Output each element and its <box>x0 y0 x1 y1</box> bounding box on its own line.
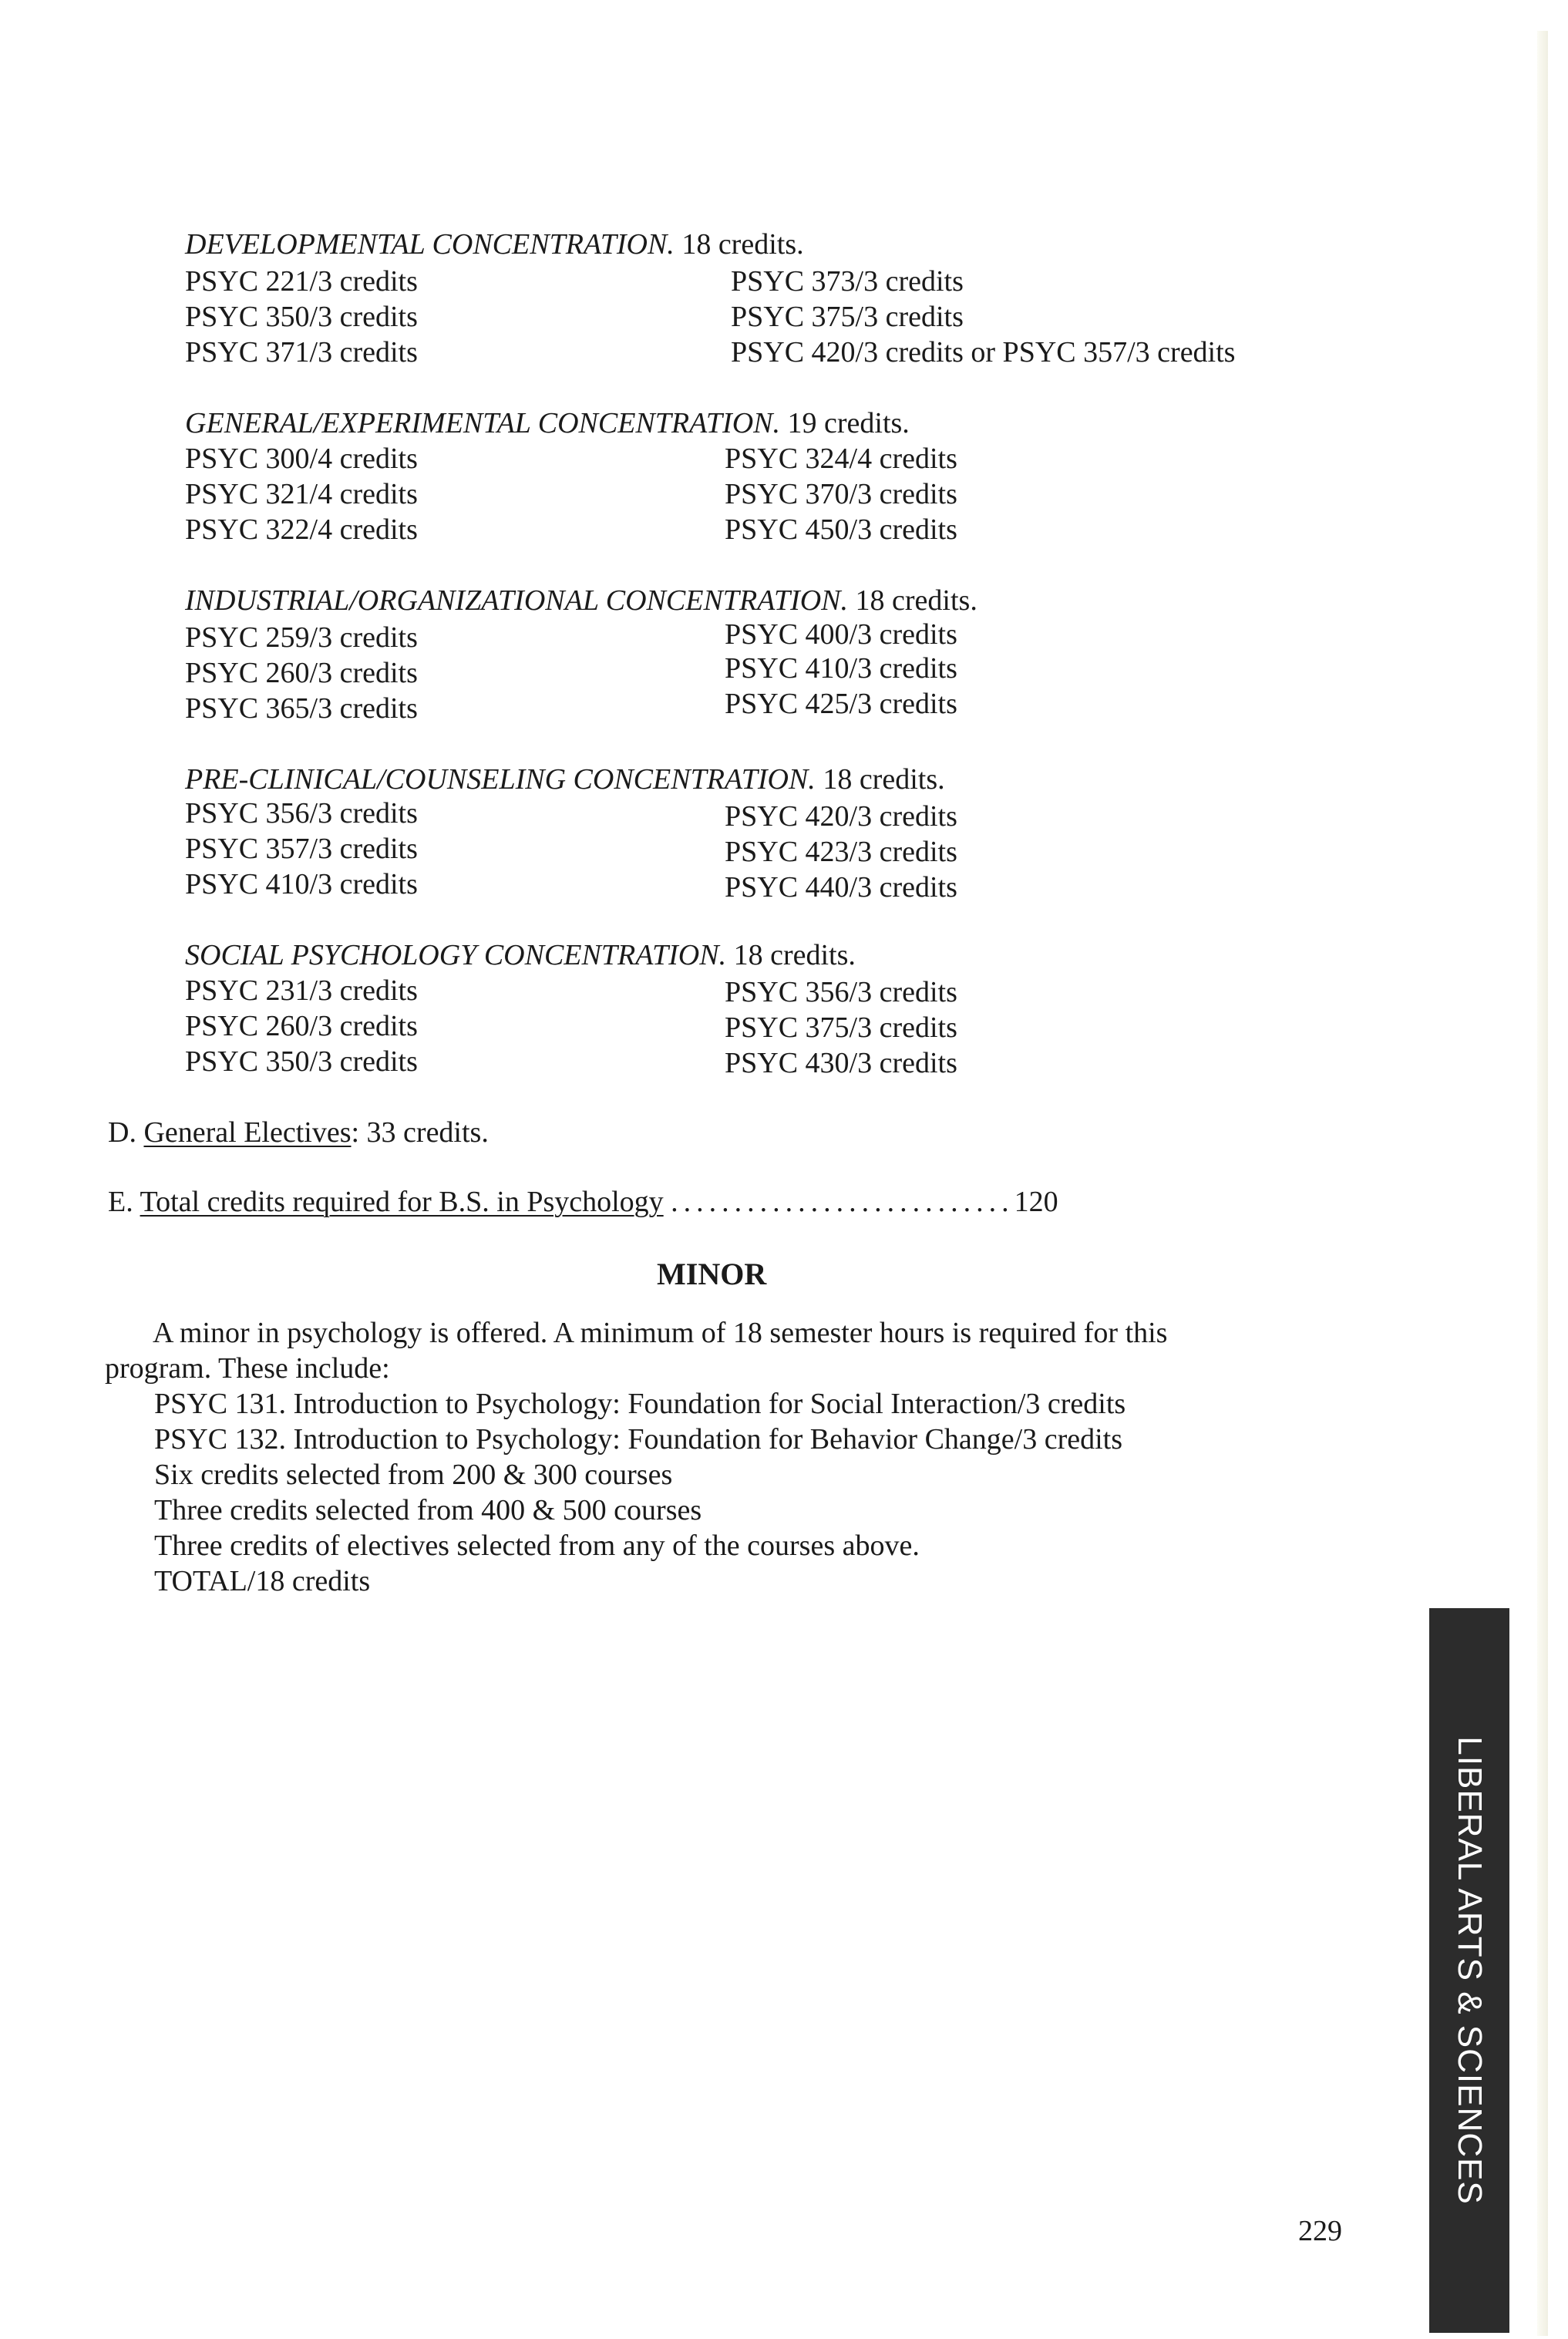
general-electives-label: General Electives <box>143 1116 352 1149</box>
minor-item: TOTAL/18 credits <box>154 1565 371 1597</box>
course-entry: PSYC 357/3 credits <box>185 833 418 865</box>
course-entry: PSYC 356/3 credits <box>725 976 957 1008</box>
page-edge <box>1537 31 1548 2336</box>
course-entry: PSYC 410/3 credits <box>725 652 957 685</box>
course-entry: PSYC 322/4 credits <box>185 513 418 546</box>
course-entry: PSYC 440/3 credits <box>725 871 957 904</box>
course-entry: PSYC 300/4 credits <box>185 443 418 475</box>
total-credits-line <box>108 1184 1058 1220</box>
course-entry: PSYC 373/3 credits <box>731 265 964 298</box>
course-entry: PSYC 321/4 credits <box>185 478 418 510</box>
concentration-credits: 18 credits. <box>855 584 977 617</box>
course-entry: PSYC 410/3 credits <box>185 868 418 900</box>
course-entry: PSYC 259/3 credits <box>185 621 418 654</box>
concentration-heading <box>185 583 977 618</box>
concentration-heading <box>185 227 804 262</box>
minor-item: Three credits selected from 400 & 500 courses <box>154 1494 702 1526</box>
course-entry: PSYC 350/3 credits <box>185 1045 418 1078</box>
course-entry: PSYC 221/3 credits <box>185 265 418 298</box>
minor-item: Six credits selected from 200 & 300 courses <box>154 1459 673 1491</box>
side-tab-label: LIBERAL ARTS & SCIENCES <box>1451 1736 1489 2205</box>
course-entry: PSYC 425/3 credits <box>725 688 957 720</box>
course-entry: PSYC 324/4 credits <box>725 443 957 475</box>
general-electives-line <box>108 1115 489 1150</box>
concentration-credits: 18 credits. <box>681 228 804 261</box>
leader-dots: ........................... <box>671 1186 1014 1218</box>
page-number: 229 <box>1298 2215 1342 2247</box>
course-entry: PSYC 350/3 credits <box>185 301 418 333</box>
course-entry: PSYC 420/3 credits or PSYC 357/3 credits <box>731 336 1236 369</box>
minor-item: Three credits of electives selected from any of the courses above. <box>154 1530 920 1562</box>
course-entry: PSYC 420/3 credits <box>725 800 957 833</box>
course-entry: PSYC 450/3 credits <box>725 513 957 546</box>
concentration-heading <box>185 762 945 797</box>
concentration-title: SOCIAL PSYCHOLOGY CONCENTRATION. <box>185 939 727 971</box>
minor-item: PSYC 131. Introduction to Psychology: Foundation for Social Interaction/3 credits <box>154 1388 1126 1420</box>
section-side-tab <box>1429 1608 1509 2333</box>
minor-intro-line: A minor in psychology is offered. A minimum of 18 semester hours is required for this <box>153 1317 1168 1349</box>
concentration-title: DEVELOPMENTAL CONCENTRATION. <box>185 228 675 261</box>
concentration-heading <box>185 406 910 441</box>
course-entry: PSYC 260/3 credits <box>185 657 418 689</box>
total-credits-label: Total credits required for B.S. in Psychology <box>140 1186 664 1218</box>
minor-item: PSYC 132. Introduction to Psychology: Foundation for Behavior Change/3 credits <box>154 1423 1123 1456</box>
concentration-title: INDUSTRIAL/ORGANIZATIONAL CONCENTRATION. <box>185 584 849 617</box>
section-letter: E. <box>108 1186 133 1218</box>
course-entry: PSYC 400/3 credits <box>725 618 957 651</box>
course-entry: PSYC 375/3 credits <box>731 301 964 333</box>
course-entry: PSYC 356/3 credits <box>185 797 418 830</box>
course-entry: PSYC 231/3 credits <box>185 974 418 1007</box>
general-electives-value: : 33 credits. <box>351 1116 489 1149</box>
course-entry: PSYC 260/3 credits <box>185 1010 418 1042</box>
concentration-heading <box>185 937 856 973</box>
minor-heading: MINOR <box>657 1257 767 1291</box>
section-letter: D. <box>108 1116 136 1149</box>
course-entry: PSYC 430/3 credits <box>725 1047 957 1079</box>
course-entry: PSYC 371/3 credits <box>185 336 418 369</box>
course-entry: PSYC 365/3 credits <box>185 692 418 725</box>
concentration-credits: 19 credits. <box>787 407 910 439</box>
concentration-credits: 18 credits. <box>823 763 945 796</box>
minor-intro-line: program. These include: <box>105 1352 390 1385</box>
course-entry: PSYC 370/3 credits <box>725 478 957 510</box>
concentration-credits: 18 credits. <box>733 939 856 971</box>
total-credits-value: 120 <box>1014 1186 1058 1218</box>
concentration-title: PRE-CLINICAL/COUNSELING CONCENTRATION. <box>185 763 816 796</box>
course-entry: PSYC 375/3 credits <box>725 1011 957 1044</box>
concentration-title: GENERAL/EXPERIMENTAL CONCENTRATION. <box>185 407 780 439</box>
course-entry: PSYC 423/3 credits <box>725 836 957 868</box>
